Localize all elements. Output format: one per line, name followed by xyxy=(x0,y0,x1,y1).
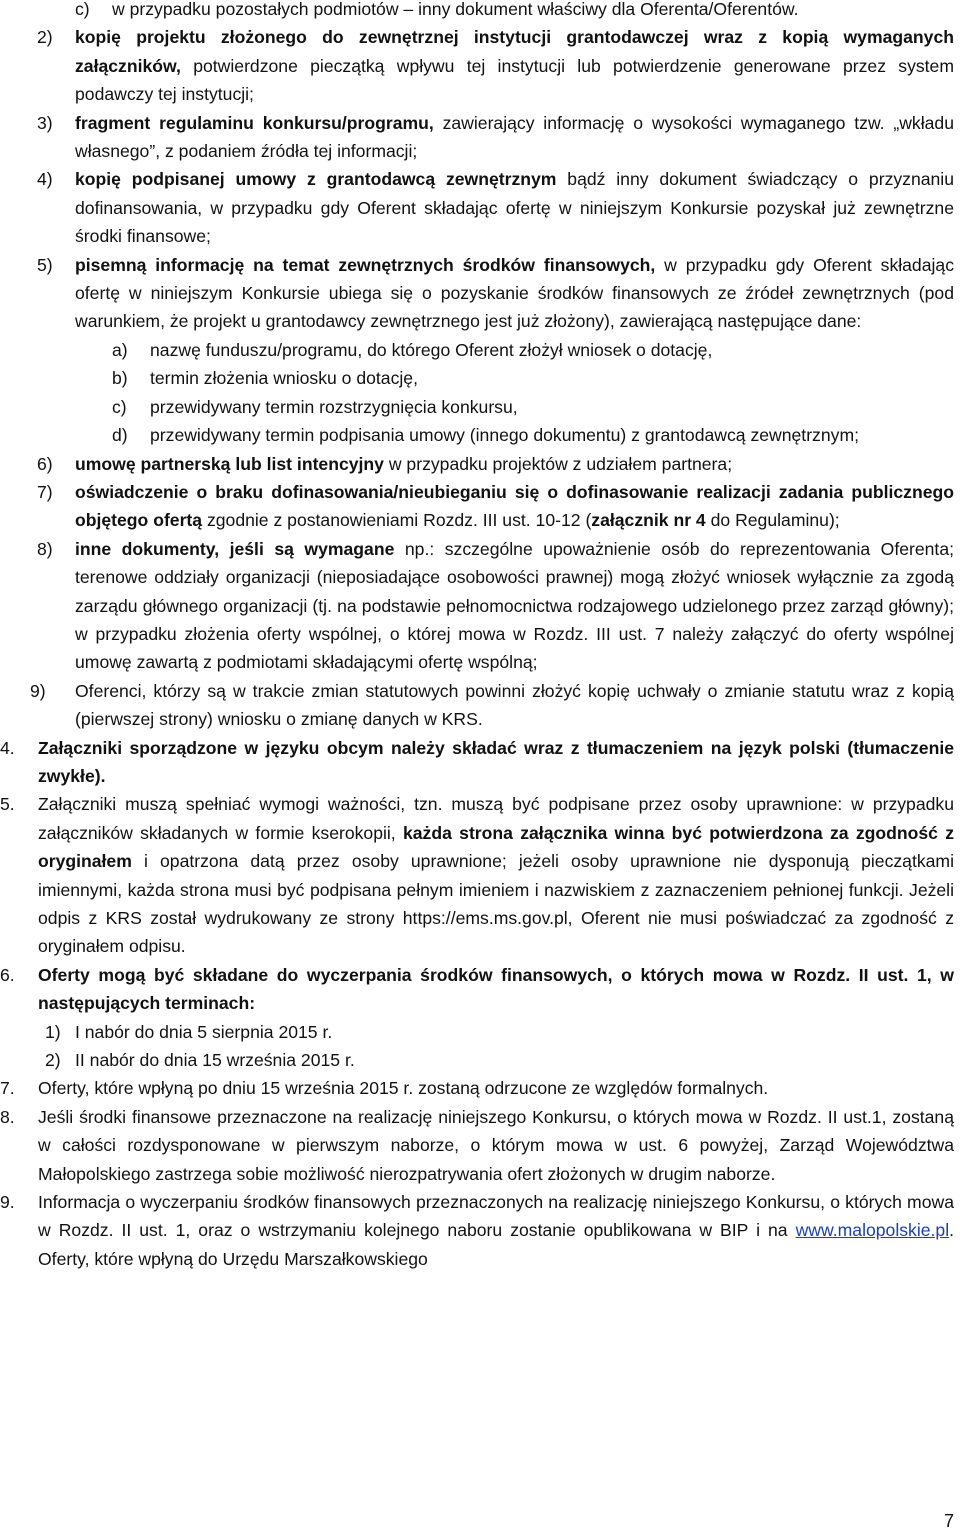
item-text: II nabór do dnia 15 września 2015 r. xyxy=(75,1050,355,1071)
marker: 8) xyxy=(37,538,53,559)
paragraph-text: Jeśli środki finansowe przeznaczone na realizację niniejszego Konkursu, o których mowa w Rozdz. II ust.1, zostaną w całości rozdysponowane w pierwszym naborze, o którym mowa w ust. 6 powyżej, Zarząd Województwa Małopolskiego zastrzega sobie możliwość nierozpatrywania ofert złożonych w drugim naborze. xyxy=(38,1106,954,1184)
paragraph-4 xyxy=(0,734,954,791)
item-text: w przypadku gdy Oferent składając ofertę w niniejszym Konkursie ubiega się o pozyskanie środków finansowych ze źródeł zewnętrznych (pod warunkiem, że projekt u grantodawcy zewnętrznego jest już złożony), zawierającą następujące dane: xyxy=(75,254,954,332)
marker: 7. xyxy=(0,1078,15,1099)
marker: 5) xyxy=(37,254,53,275)
list-item-5 xyxy=(0,251,954,336)
marker: 4. xyxy=(0,737,15,758)
paragraph-text: Załączniki muszą spełniać wymogi ważności, tzn. muszą być podpisane przez osoby uprawnione: w przypadku załączników składanych w formie kserokopii, xyxy=(38,794,954,843)
item-text: potwierdzone pieczątką wpływu tej instytucji lub potwierdzenie generowane przez system podawczy tej instytucji; xyxy=(75,55,954,105)
marker: c) xyxy=(112,396,127,417)
item-bold: kopię projektu złożonego do zewnętrznej instytucji grantodawczej wraz z kopią wymaganych załączników, xyxy=(75,27,954,76)
marker: c) xyxy=(75,0,90,19)
marker: 6) xyxy=(37,453,53,474)
malopolskie-link[interactable]: www.malopolskie.pl xyxy=(795,1220,950,1241)
marker: b) xyxy=(112,368,128,389)
paragraph-text-end: i opatrzona datą przez osoby uprawnione; jeżeli osoby uprawnione nie dysponują pieczątkami imiennymi, każda strona musi być podpisana pełnym imieniem i nazwiskiem z zaznaczeniem pełnionej funkcji. Jeżeli odpis z KRS został wydrukowany ze strony https://ems.ms.gov.pl, Oferent nie musi poświadczać za zgodność z oryginałem odpisu. xyxy=(38,851,954,957)
item-text-end: do Regulaminu); xyxy=(705,510,840,531)
paragraph-bold: każda strona załącznika winna być potwierdzona za zgodność z oryginałem xyxy=(38,822,954,872)
sub-item-d xyxy=(0,421,954,449)
item-text: przewidywany termin rozstrzygnięcia konkursu, xyxy=(150,396,518,417)
marker: 7) xyxy=(37,481,53,502)
list-item-2 xyxy=(0,23,954,108)
item-text: w przypadku projektów z udziałem partnera; xyxy=(383,453,733,474)
deadline-item-2 xyxy=(0,1046,954,1074)
paragraph-8 xyxy=(0,1103,954,1188)
marker: 2) xyxy=(45,1050,61,1071)
item-bold-attachment: załącznik nr 4 xyxy=(591,510,706,531)
marker: a) xyxy=(112,339,128,360)
paragraph-text: Informacja o wyczerpaniu środków finansowych przeznaczonych na realizację niniejszego Konkursu, o których mowa w Rozdz. II ust. 1, oraz o wstrzymaniu kolejnego naboru zostanie opublikowana w BIP i na xyxy=(38,1192,954,1241)
item-bold: kopię podpisanej umowy z grantodawcą zewnętrznym xyxy=(75,169,557,190)
paragraph-text: Oferty, które wpłyną po dniu 15 września 2015 r. zostaną odrzucone ze względów formalnych. xyxy=(38,1078,769,1099)
sub-item-b xyxy=(0,364,954,392)
item-text: zawierający informację o wysokości wymaganego tzw. „wkładu własnego”, z podaniem źródła tej informacji; xyxy=(75,112,954,162)
list-item-9 xyxy=(0,677,954,734)
deadline-item-1 xyxy=(0,1018,954,1046)
paragraph-6 xyxy=(0,961,954,1018)
paragraph-5 xyxy=(0,790,954,960)
marker: 9. xyxy=(0,1192,15,1213)
marker: d) xyxy=(112,425,128,446)
marker: 6. xyxy=(0,964,15,985)
item-text: bądź inny dokument świadczący o przyznaniu dofinansowania, w przypadku gdy Oferent składając ofertę w niniejszym Konkursie pozyskał już zewnętrzne środki finansowe; xyxy=(75,169,955,247)
list-item-7 xyxy=(0,478,954,535)
paragraph-text-end: . Oferty, które wpłyną do Urzędu Marszałkowskiego xyxy=(38,1220,954,1269)
item-bold: pisemną informację na temat zewnętrznych środków finansowych, xyxy=(75,254,656,275)
list-item-c xyxy=(0,0,954,23)
item-text: Oferenci, którzy są w trakcie zmian statutowych powinni złożyć kopię uchwały o zmianie statutu wraz z kopią (pierwszej strony) wniosku o zmianę danych w KRS. xyxy=(75,680,954,730)
sub-item-a xyxy=(0,336,954,364)
list-item-4 xyxy=(0,165,954,250)
marker: 4) xyxy=(37,169,53,190)
item-bold: umowę partnerską lub list intencyjny xyxy=(75,453,384,474)
paragraph-bold: Oferty mogą być składane do wyczerpania środków finansowych, o których mowa w Rozdz. II ust. 1, w następujących terminach: xyxy=(38,964,954,1014)
item-text: w przypadku pozostałych podmiotów – inny dokument właściwy dla Oferenta/Oferentów. xyxy=(112,0,799,19)
paragraph-bold: Załączniki sporządzone w języku obcym należy składać wraz z tłumaczeniem na język polski (tłumaczenie zwykłe). xyxy=(38,737,954,786)
item-text: przewidywany termin podpisania umowy (innego dokumentu) z grantodawcą zewnętrznym; xyxy=(150,425,859,446)
marker: 9) xyxy=(30,680,46,701)
item-bold: oświadczenie o braku dofinasowania/nieubieganiu się o dofinasowanie realizacji zadania publicznego objętego ofertą xyxy=(75,481,954,531)
item-text: zgodnie z postanowieniami Rozdz. III ust. 10-12 ( xyxy=(202,510,592,531)
paragraph-9 xyxy=(0,1188,954,1273)
item-text: np.: szczególne upoważnienie osób do reprezentowania Oferenta; terenowe oddziały organizacji (nieposiadające osobowości prawnej) mogą złożyć wniosek wyłącznie za zgodą zarządu głównego organizacji (tj. na podstawie pełnomocnictwa rodzajowego udzielonego przez zarząd główny); w przypadku złożenia oferty wspólnej, o której mowa w Rozdz. III ust. 7 należy załączyć do oferty wspólnej umowę zawartą z podmiotami składającymi ofertę wspólną; xyxy=(75,538,954,673)
marker: 5. xyxy=(0,794,15,815)
list-item-8 xyxy=(0,535,954,677)
marker: 3) xyxy=(37,112,53,133)
page-number: 7 xyxy=(943,1511,954,1531)
marker: 1) xyxy=(45,1021,61,1042)
item-bold: fragment regulaminu konkursu/programu, xyxy=(75,112,434,133)
list-item-3 xyxy=(0,109,954,166)
paragraph-7 xyxy=(0,1074,954,1102)
marker: 2) xyxy=(37,27,53,48)
item-text: I nabór do dnia 5 sierpnia 2015 r. xyxy=(75,1021,333,1042)
item-bold: inne dokumenty, jeśli są wymagane xyxy=(75,538,395,559)
list-item-6 xyxy=(0,450,954,478)
item-text: termin złożenia wniosku o dotację, xyxy=(150,368,418,389)
item-text: nazwę funduszu/programu, do którego Oferent złożył wniosek o dotację, xyxy=(150,339,713,360)
sub-item-c xyxy=(0,393,954,421)
marker: 8. xyxy=(0,1106,15,1127)
